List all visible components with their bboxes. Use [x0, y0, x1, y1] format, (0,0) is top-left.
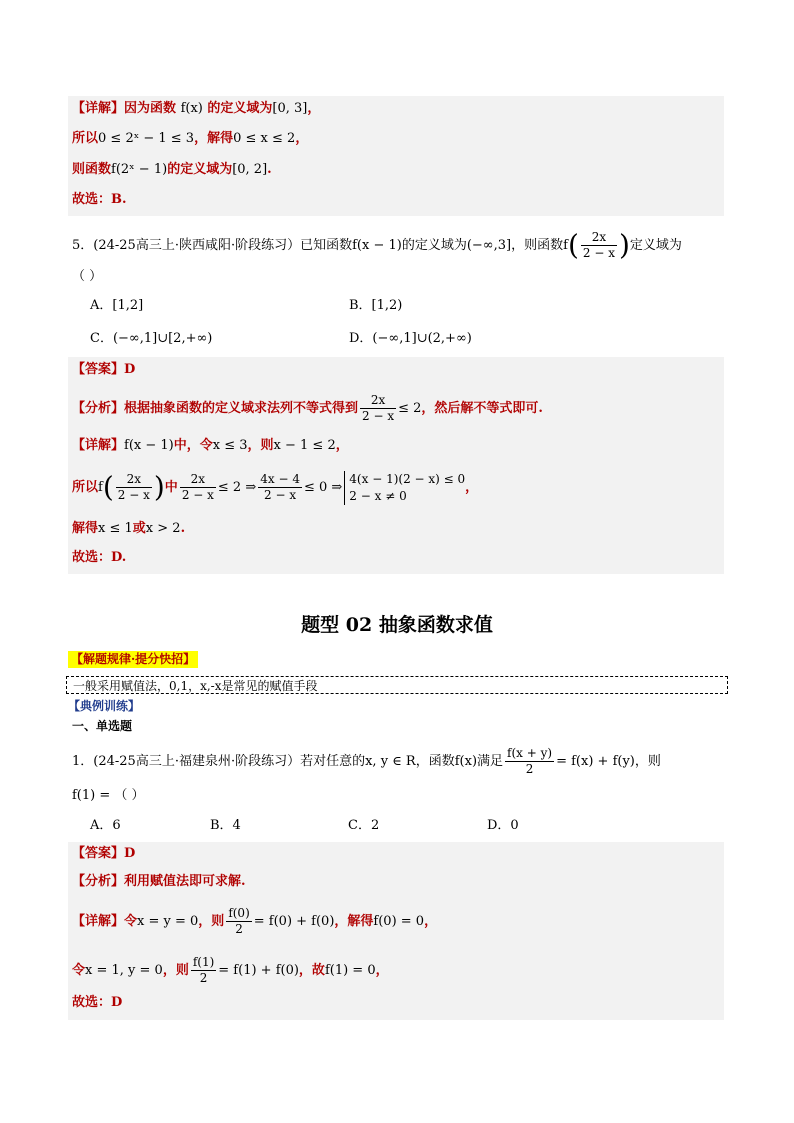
detail-line-2b: 所以f( $\frac{2x}{2 - x}$ )中 $\frac{2x}{2 - x}$ ≤ 2 ⇒ $\frac{4x - 4}{2 - x}$ ≤ 0 ⇒ 4(x − 1)(2 − x) ≤ 0 2 − x ≠ 0 ， [72, 470, 479, 504]
inequality-system: 4(x − 1)(2 − x) ≤ 0 2 − x ≠ 0 [344, 471, 465, 505]
detail-line-3: 则函数f(2ˣ − 1)的定义域为[0, 2]. [72, 162, 272, 177]
detail-line-3a: 【详解】令x = y = 0，则 $\frac{f(0)}{2}$ = f(0) + f(0)，解得f(0) = 0， [72, 906, 438, 936]
option-d[interactable]: D．(−∞,1]∪(2,+∞) [349, 331, 472, 346]
q1-option-a[interactable]: A．6 [90, 818, 121, 833]
q1-option-d[interactable]: D．0 [487, 818, 519, 833]
question-5-paren: （ ） [72, 269, 103, 284]
q1-option-c[interactable]: C．2 [348, 818, 380, 833]
answer-line-2: 【答案】D [72, 362, 136, 377]
q5-fraction: $\frac{2x}{2 - x}$ [582, 230, 615, 260]
option-b[interactable]: B．[1,2) [349, 298, 403, 313]
q1-fraction: $\frac{f(x + y)}{2}$ [507, 746, 553, 776]
choose-line-2: 故选：D. [72, 550, 127, 565]
answer-line-3: 【答案】D [72, 846, 136, 861]
question-1-line2: f(1) = （ ） [72, 788, 145, 803]
subheading: 一、单选题 [72, 719, 133, 733]
detail-line-1: 【详解】因为函数 f(x) 的定义域为[0, 3]， [72, 101, 321, 116]
choose-line-1: 故选：B. [72, 192, 127, 207]
option-a[interactable]: A．[1,2] [90, 298, 144, 313]
detail-line-3b: 令x = 1, y = 0，则 $\frac{f(1)}{2}$ = f(1) + f(0)，故f(1) = 0， [72, 955, 389, 985]
solution-block-2 [68, 357, 724, 574]
option-c[interactable]: C．(−∞,1]∪[2,+∞) [90, 331, 213, 346]
tip-tag: 【解题规律·提分快招】 [68, 651, 198, 668]
tip-box: 一般采用赋值法，0,1，x,-x是常见的赋值手段 [66, 676, 728, 694]
example-tag: 【典例训练】 [68, 699, 141, 713]
analysis-line-2: 【分析】根据抽象函数的定义域求法列不等式得到 $\frac{2x}{2 - x}$ ≤ 2，然后解不等式即可. [72, 393, 543, 423]
question-5: 5．(24-25高三上·陕西咸阳·阶段练习）已知函数f(x − 1)的定义域为(−∞,3]，则函数f( $\frac{2x}{2 - x}$ )定义域为 [72, 228, 682, 262]
detail-line-2: 所以0 ≤ 2ˣ − 1 ≤ 3，解得0 ≤ x ≤ 2， [72, 131, 309, 146]
q1-option-b[interactable]: B．4 [210, 818, 241, 833]
analysis-line-3: 【分析】利用赋值法即可求解. [72, 874, 246, 889]
question-1: 1．(24-25高三上·福建泉州·阶段练习）若对任意的x, y ∈ R，函数f(x)满足 $\frac{f(x + y)}{2}$ = f(x) + f(y)，则 [72, 746, 661, 776]
section-title: 题型 02 抽象函数求值 [301, 614, 493, 636]
detail-line-2a: 【详解】f(x − 1)中，令x ≤ 3，则x − 1 ≤ 2， [72, 438, 349, 453]
choose-line-3: 故选：D [72, 995, 123, 1010]
result-line-2: 解得x ≤ 1或x > 2. [72, 521, 186, 536]
